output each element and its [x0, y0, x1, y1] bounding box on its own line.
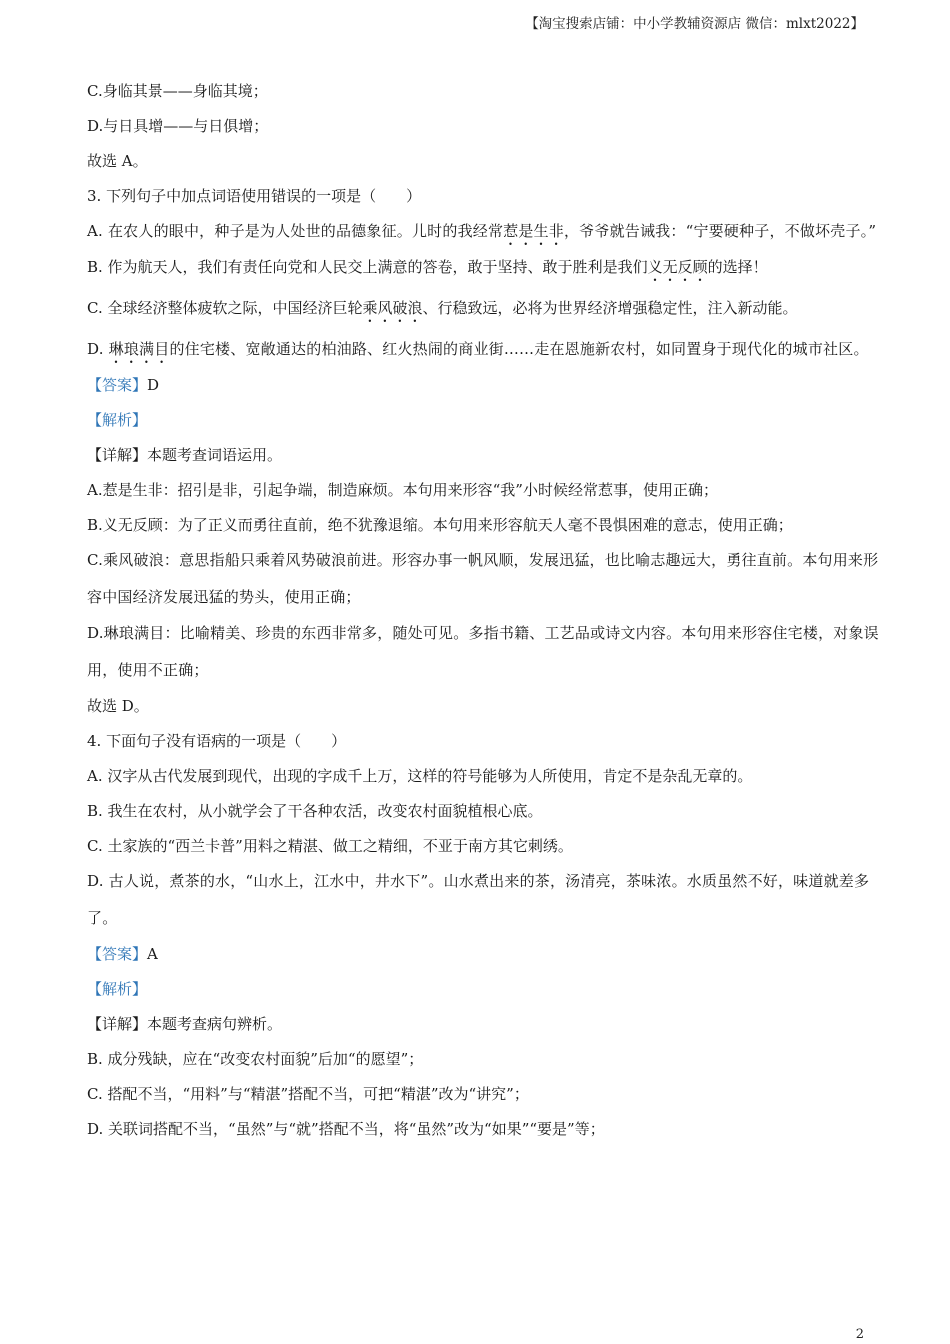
q4-explanation-b: B. 成分残缺，应在“改变农村面貌”后加“的愿望”； — [87, 1050, 424, 1068]
q4-option-c: C. 土家族的“西兰卡普”用料之精湛、做工之精细，不亚于南方其它刺绣。 — [87, 837, 573, 855]
q3-option-c: C. 全球经济整体疲软之际，中国经济巨轮乘风破浪、行稳致远，必将为世界经济增强稳定性，注入新动能。 — [87, 299, 798, 317]
q3-explanation-a: A.惹是生非：招引是非，引起争端，制造麻烦。本句用来形容“我”小时候经常惹事，使用正确； — [87, 481, 718, 499]
q4-option-b: B. 我生在农村，从小就学会了干各种农活，改变农村面貌植根心底。 — [87, 802, 543, 820]
q3-explanation-c: C.乘风破浪：意思指船只乘着风势破浪前进。形容办事一帆风顺，发展迅猛，也比喻志趣远大，勇往直前。本句用来形容中国经济发展迅猛的势头，使用正确； — [87, 551, 879, 606]
page-number: 2 — [855, 1327, 864, 1342]
answer-value: D — [147, 376, 160, 394]
answer-value: A — [147, 945, 158, 963]
q3-option-b: B. 作为航天人，我们有责任向党和人民交上满意的答卷，敢于坚持、敢于胜利是我们义无反顾的选择！ — [87, 258, 768, 276]
q4-detail-heading: 【详解】本题考查病句辨析。 — [87, 1015, 283, 1033]
q3-stem: 3. 下列句子中加点词语使用错误的一项是（ ） — [87, 187, 422, 205]
q3-option-c-dotted-term: 乘风破浪 — [362, 299, 423, 317]
answer-tag: 【答案】 — [87, 376, 148, 394]
q2-option-c-explanation: C.身临其景——身临其境； — [87, 82, 268, 100]
q3-detail-heading: 【详解】本题考查词语运用。 — [87, 446, 283, 464]
q3-explanation-b: B.义无反顾：为了正义而勇往直前，绝不犹豫退缩。本句用来形容航天人毫不畏惧困难的意志，使用正确； — [87, 516, 793, 534]
q3-option-a-dotted-term: 惹是生非 — [503, 222, 564, 240]
q2-conclusion: 故选 A。 — [87, 152, 148, 170]
q4-stem: 4. 下面句子没有语病的一项是（ ） — [87, 732, 347, 750]
q3-option-d: D. 琳琅满目的住宅楼、宽敞通达的柏油路、红火热闹的商业街……走在恩施新农村，如同置身于现代化的城市社区。 — [87, 340, 869, 358]
q3-conclusion: 故选 D。 — [87, 697, 149, 715]
q3-explanation-d: D.琳琅满目：比喻精美、珍贵的东西非常多，随处可见。多指书籍、工艺品或诗文内容。本句用来形容住宅楼，对象误用，使用不正确； — [87, 624, 879, 679]
answer-tag: 【答案】 — [87, 945, 148, 963]
document-body — [87, 79, 887, 1152]
q3-answer — [87, 373, 887, 397]
q4-answer — [87, 942, 887, 966]
q3-option-d-dotted-term: 琳琅满目 — [108, 340, 170, 358]
q4-option-d: D. 古人说，煮茶的水，“山水上，江水中，井水下”。山水煮出来的茶，汤清亮，茶味浓。水质虽然不好，味道就差多了。 — [87, 872, 870, 927]
q4-option-a: A. 汉字从古代发展到现代，出现的字成千上万，这样的符号能够为人所使用，肯定不是杂乱无章的。 — [87, 767, 753, 785]
q4-explanation-c: C. 搭配不当，“用料”与“精湛”搭配不当，可把“精湛”改为“讲究”； — [87, 1085, 529, 1103]
q3-option-b-dotted-term: 义无反顾 — [647, 258, 708, 276]
q4-analysis-tag: 【解析】 — [87, 980, 148, 998]
q2-option-d-explanation: D.与日具增——与日俱增； — [87, 117, 269, 135]
q3-analysis-tag: 【解析】 — [87, 411, 148, 429]
q3-option-a: A. 在农人的眼中，种子是为人处世的品德象征。儿时的我经常惹是生非，爷爷就告诫我：“宁要硬种子，不做坏壳子。” — [87, 222, 877, 240]
q4-explanation-d: D. 关联词搭配不当，“虽然”与“就”搭配不当，将“虽然”改为“如果”“要是”等； — [87, 1120, 605, 1138]
header-watermark-note: 【淘宝搜索店铺：中小学教辅资源店 微信：mlxt2022】 — [525, 16, 864, 32]
